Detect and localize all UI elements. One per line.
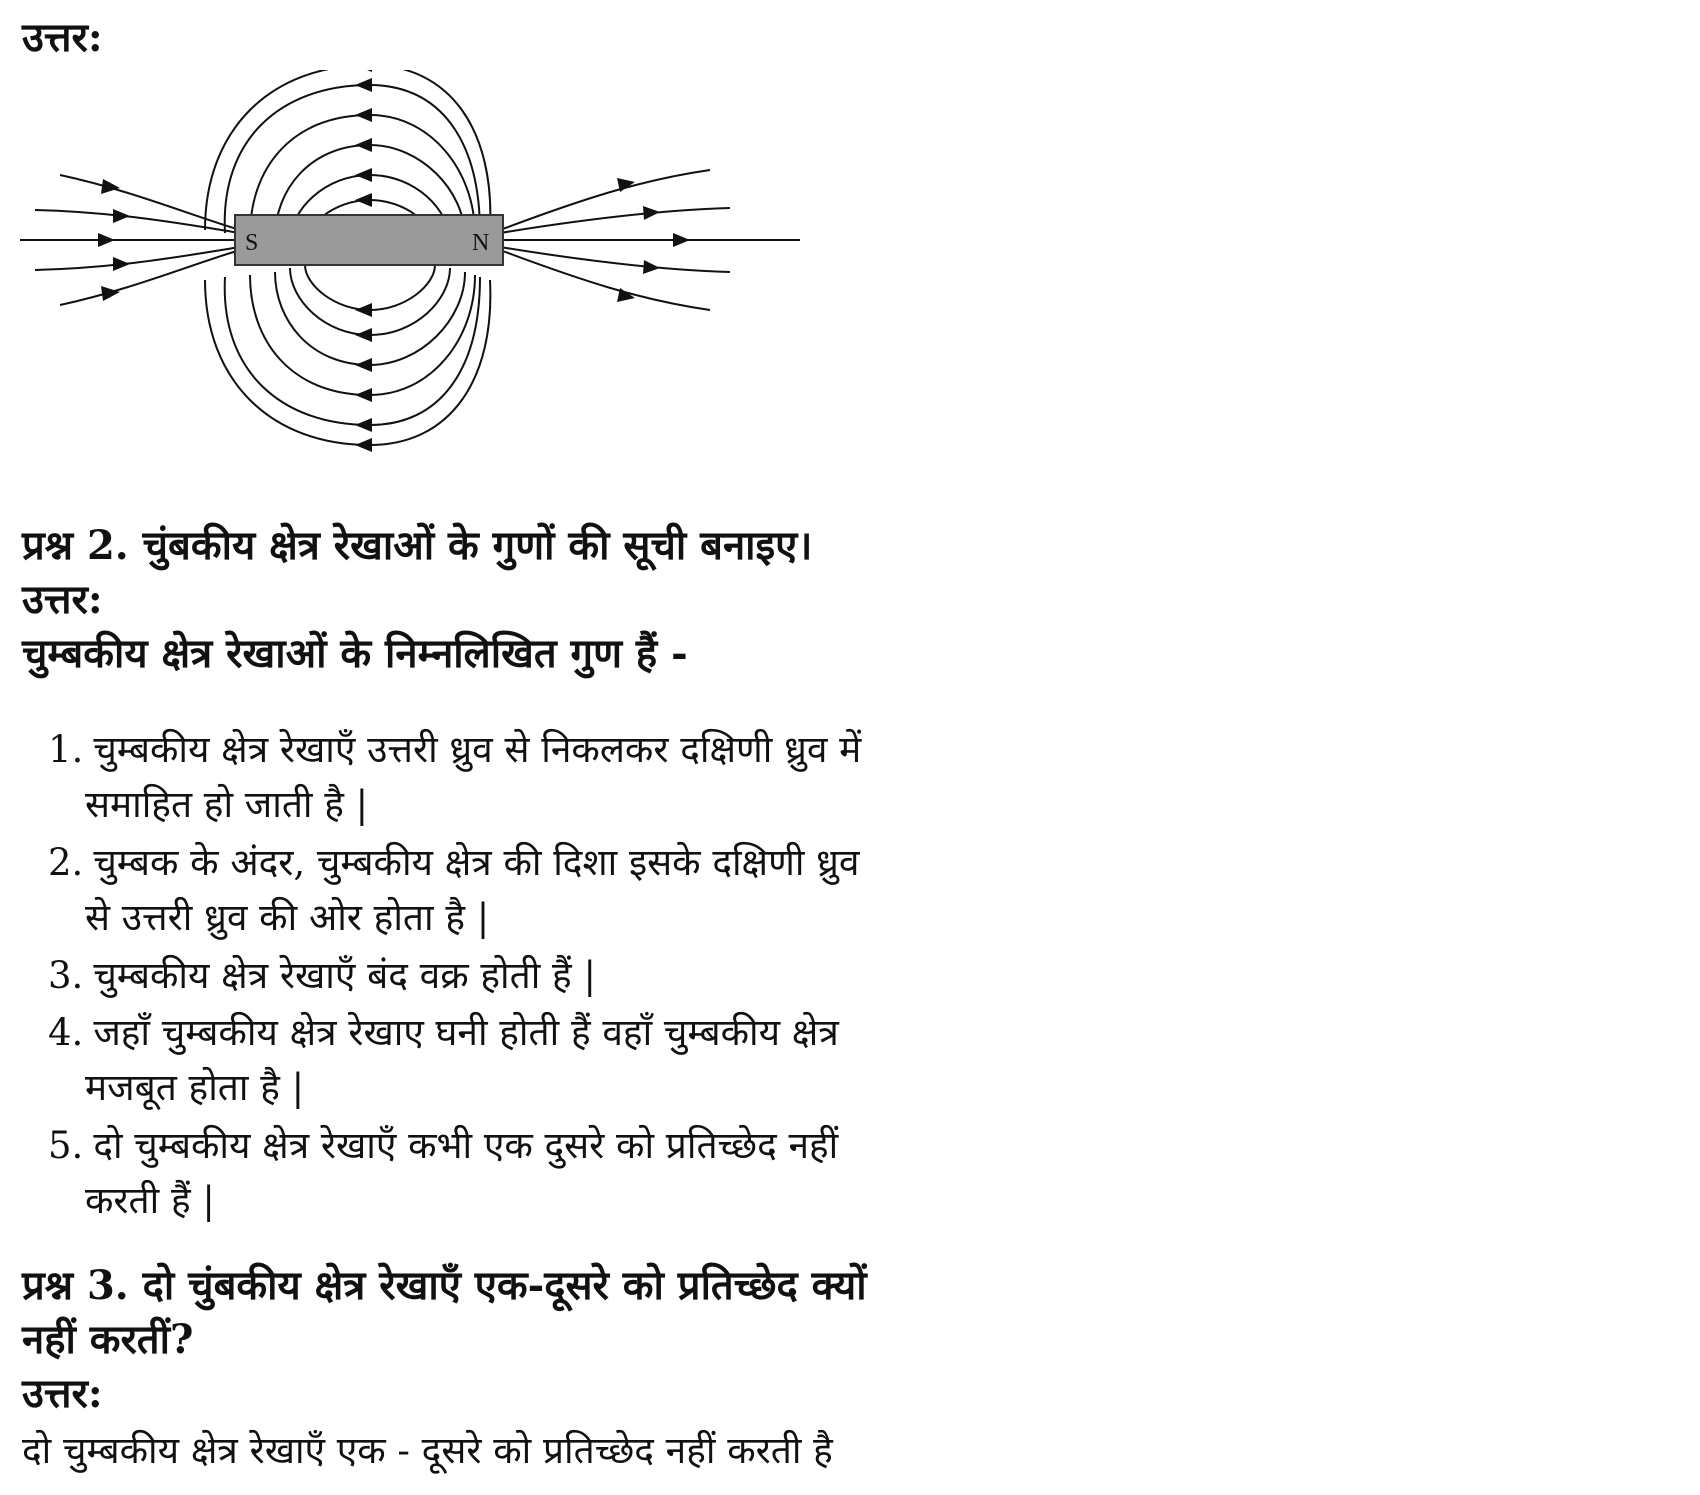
arrow-icon [355,78,372,92]
arrow-icon [355,108,372,122]
arrow-icon [355,70,372,72]
field-line [35,247,240,270]
arrow-icon [113,257,130,271]
list-item-text: चुम्बकीय क्षेत्र रेखाएँ उत्तरी ध्रुव से निकलकर दक्षिणी ध्रुव में [93,728,862,771]
arrow-icon [355,328,372,342]
arrow-icon [101,179,120,194]
list-item [48,840,860,886]
bar-magnet-field-diagram [20,70,800,455]
list-item-text: चुम्बक के अंदर, चुम्बकीय क्षेत्र की दिशा इसके दक्षिणी ध्रुव [93,841,860,884]
pole-s-label: S [245,230,259,256]
list-item-number: 1. [48,728,84,771]
list-item-number: 2. [48,841,84,884]
list-item-continuation: मजबूत होता है | [85,1066,305,1109]
field-line [500,208,730,233]
list-item-continuation: करती हैं | [85,1179,215,1222]
list-item-continuation: से उत्तरी ध्रुव की ओर होता है | [85,896,490,939]
arrow-icon [113,209,130,223]
field-line [305,265,435,310]
arrow-icon [355,358,372,372]
list-item-continuation: समाहित हो जाती है | [85,783,369,826]
arrow-icon [355,168,372,182]
field-line [500,170,710,230]
list-item-text: दो चुम्बकीय क्षेत्र रेखाएँ कभी एक दुसरे को प्रतिच्छेद नहीं [93,1124,839,1167]
arrow-icon [355,193,372,207]
arrow-icon [101,286,120,301]
answer-intro: चुम्बकीय क्षेत्र रेखाओं के निम्नलिखित गुण हैं - [22,630,688,677]
arrow-icon [355,138,372,152]
field-line [60,175,240,230]
arrow-icon [643,206,660,220]
field-line [290,268,450,335]
arrow-icon [355,438,372,452]
list-item-number: 5. [48,1124,84,1167]
question-3: प्रश्न 3. दो चुंबकीय क्षेत्र रेखाएँ एक-दूसरे को प्रतिच्छेद क्यों [22,1262,867,1309]
arrow-icon [98,233,115,247]
list-item [48,953,596,999]
field-line [275,272,465,365]
field-line [225,277,480,425]
list-item [48,1010,839,1056]
field-line [205,70,490,230]
answer-label: उत्तर: [22,1370,103,1417]
list-item-text: चुम्बकीय क्षेत्र रेखाएँ बंद वक्र होती हैं | [93,954,596,997]
list-item-number: 3. [48,954,84,997]
arrow-icon [355,418,372,432]
answer-label: उत्तर: [22,14,103,61]
list-item-number: 4. [48,1011,84,1054]
list-item [48,1123,838,1169]
question-2: प्रश्न 2. चुंबकीय क्षेत्र रेखाओं के गुणों की सूची बनाइए। [22,522,813,569]
question-3-continuation: नहीं करतीं? [22,1316,194,1363]
list-item [48,727,861,773]
field-line [500,247,730,272]
field-line [60,250,240,305]
arrow-icon [673,233,690,247]
field-line [35,210,240,233]
arrow-icon [643,260,660,274]
answer-label: उत्तर: [22,576,103,623]
bar-magnet [235,215,503,265]
arrow-icon [355,388,372,402]
list-item-text: जहाँ चुम्बकीय क्षेत्र रेखाए घनी होती हैं वहाँ चुम्बकीय क्षेत्र [93,1011,839,1054]
field-line [500,250,710,310]
field-line [225,85,480,233]
answer-text: दो चुम्बकीय क्षेत्र रेखाएँ एक - दूसरे को प्रतिच्छेद नहीं करती है [22,1429,833,1472]
pole-n-label: N [472,230,490,256]
arrow-icon [355,303,372,317]
